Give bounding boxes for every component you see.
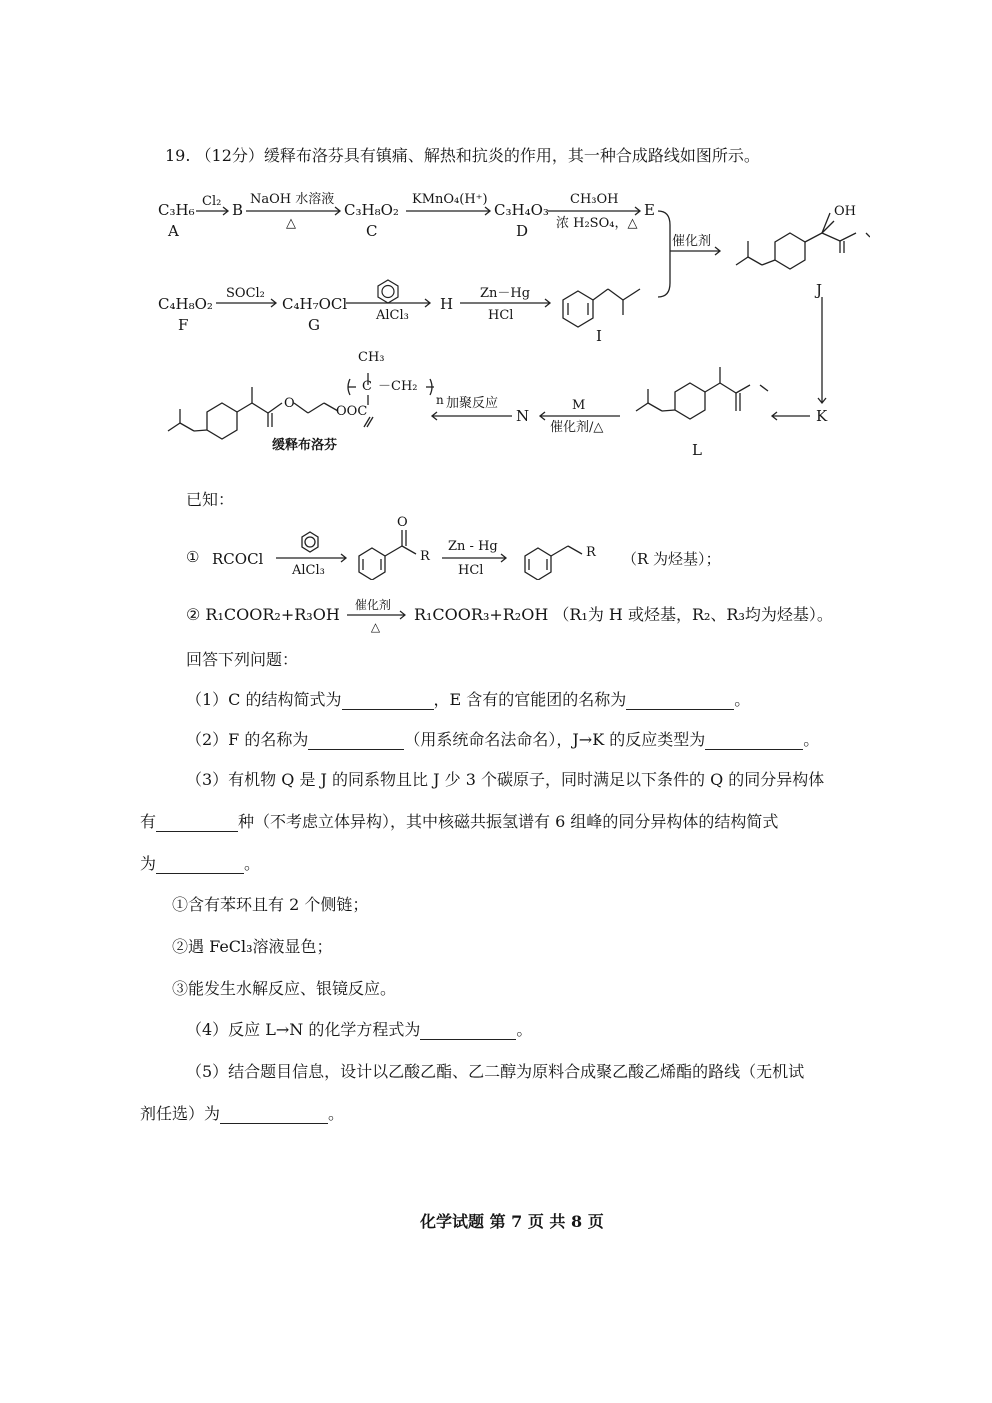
known-1-number: ① bbox=[186, 548, 200, 566]
compound-L-label: L bbox=[692, 441, 702, 459]
q3-text-2: 种（不考虑立体异构），其中核磁共振氢谱有 6 组峰的同分异构体的结构简式 bbox=[238, 812, 779, 831]
reagent-ch3oh: CH₃OH bbox=[570, 192, 619, 207]
product-ester-o: O bbox=[284, 396, 295, 411]
polymer-ch3-label: CH₃ bbox=[358, 350, 385, 365]
condition-1: ①含有苯环且有 2 个侧链； bbox=[172, 895, 369, 914]
polymer-c-label: C bbox=[362, 379, 372, 394]
q3-text-1: 有 bbox=[140, 812, 157, 831]
question-3-line-3 bbox=[140, 854, 260, 874]
known-2 bbox=[186, 598, 833, 634]
product-label: 缓释布洛芬 bbox=[272, 438, 338, 453]
compound-G-formula: C₄H₇OCl bbox=[282, 295, 348, 313]
q2-text-1: （2）F 的名称为 bbox=[186, 730, 309, 749]
compound-B-label: B bbox=[232, 201, 244, 219]
compound-N-label: N bbox=[516, 407, 530, 425]
answer-prompt: 回答下列问题： bbox=[186, 650, 299, 669]
reagent-alcl3: AlCl₃ bbox=[376, 308, 409, 323]
question-title: 19. （12分）缓释布洛芬具有镇痛、解热和抗炎的作用，其一种合成路线如图所示。 bbox=[165, 146, 760, 165]
compound-K-label: K bbox=[816, 407, 828, 425]
known-2-arrow bbox=[345, 598, 409, 634]
compound-D-formula: C₃H₄O₃ bbox=[494, 201, 549, 219]
compound-I-label: I bbox=[596, 327, 602, 345]
q2-text-3: 。 bbox=[803, 730, 820, 749]
compound-E-label: E bbox=[644, 201, 655, 219]
product-ester-ooc: OOC bbox=[336, 404, 368, 419]
q5-text-2: 。 bbox=[328, 1104, 345, 1123]
q1-blank-2[interactable] bbox=[626, 693, 734, 710]
q4-text-2: 。 bbox=[516, 1020, 533, 1039]
q3-text-3: 为 bbox=[140, 854, 157, 873]
compound-C-label: C bbox=[366, 222, 378, 240]
q3-text-4: 。 bbox=[244, 854, 261, 873]
q4-text-1: （4）反应 L→N 的化学方程式为 bbox=[186, 1020, 421, 1039]
structure-I-icon bbox=[563, 289, 640, 327]
benzene-reagent-icon bbox=[378, 280, 398, 303]
reagent-catalyst-2: 催化剂/△ bbox=[550, 420, 604, 435]
reagent-hcl: HCl bbox=[488, 308, 514, 323]
q2-text-2: （用系统命名法命名），J→K 的反应类型为 bbox=[404, 730, 706, 749]
known-1-reactant: RCOCl bbox=[212, 550, 264, 568]
structure-L-icon bbox=[636, 367, 768, 419]
q1-text-3: 。 bbox=[734, 690, 751, 709]
question-5-line-2 bbox=[140, 1104, 344, 1124]
reagent-h2so4: 浓 H₂SO₄，△ bbox=[556, 216, 638, 231]
known-title: 已知： bbox=[186, 490, 235, 509]
condition-3: ③能发生水解反应、银镜反应。 bbox=[172, 979, 397, 998]
reagent-zn-hg: Zn－Hg bbox=[480, 286, 531, 301]
scheme-arrows bbox=[150, 185, 870, 475]
q2-blank-2[interactable] bbox=[705, 733, 803, 750]
compound-A-formula: C₃H₆ bbox=[158, 201, 195, 219]
known-2-catalyst: 催化剂 bbox=[354, 598, 391, 612]
page-footer: 化学试题 第 7 页 共 8 页 bbox=[420, 1212, 604, 1231]
compound-H-label: H bbox=[440, 295, 454, 313]
known-1-r: R bbox=[420, 549, 430, 564]
compound-J-label: J bbox=[816, 281, 823, 299]
structure-J-icon bbox=[736, 213, 870, 269]
reagent-kmno4: KMnO₄(H⁺) bbox=[412, 192, 488, 207]
known-1-o: O bbox=[397, 515, 408, 530]
compound-G-label: G bbox=[308, 316, 320, 334]
q5-blank[interactable] bbox=[220, 1107, 328, 1124]
reagent-heat-1: △ bbox=[286, 216, 296, 231]
q3-blank-1[interactable] bbox=[156, 815, 238, 832]
reagent-naoh: NaOH 水溶液 bbox=[250, 192, 335, 207]
q5-text-1: 剂任选）为 bbox=[140, 1104, 221, 1123]
question-3-line-2 bbox=[140, 812, 778, 832]
q3-blank-2[interactable] bbox=[156, 857, 244, 874]
question-3-line-1: （3）有机物 Q 是 J 的同系物且比 J 少 3 个碳原子，同时满足以下条件的 Q 的同分异构体 bbox=[186, 770, 825, 789]
reagent-cl2: Cl₂ bbox=[202, 194, 222, 209]
reagent-addition-polymerization: 加聚反应 bbox=[446, 396, 499, 411]
known-1-r2: R bbox=[586, 545, 596, 560]
compound-A-label: A bbox=[168, 222, 179, 240]
known-1-note: （R 为烃基）； bbox=[622, 550, 721, 568]
q1-text-2: ，E 含有的官能团的名称为 bbox=[433, 690, 627, 709]
known-1-alcl3: AlCl₃ bbox=[292, 563, 325, 578]
reagent-M: M bbox=[572, 398, 586, 413]
reagent-socl2: SOCl₂ bbox=[226, 286, 265, 301]
known-1-zn-hg: Zn - Hg bbox=[448, 539, 498, 554]
polymer-n-label: n bbox=[436, 393, 444, 407]
condition-2: ②遇 FeCl₃溶液显色； bbox=[172, 937, 333, 956]
known-1-scheme bbox=[186, 520, 836, 580]
J-oh-label: OH bbox=[834, 204, 856, 219]
compound-D-label: D bbox=[516, 222, 529, 240]
known-2-left: ② R₁COOR₂+R₃OH bbox=[186, 605, 340, 624]
compound-F-formula: C₄H₈O₂ bbox=[158, 295, 213, 313]
compound-C-formula: C₃H₈O₂ bbox=[344, 201, 399, 219]
question-5-line-1: （5）结合题目信息，设计以乙酸乙酯、乙二醇为原料合成聚乙酸乙烯酯的路线（无机试 bbox=[186, 1062, 805, 1081]
synthesis-scheme bbox=[150, 185, 870, 475]
polymer-chain-label: －CH₂ bbox=[378, 379, 418, 394]
known-1-hcl: HCl bbox=[458, 563, 484, 578]
known-2-right: R₁COOR₃+R₂OH （R₁为 H 或烃基，R₂、R₃均为烃基）。 bbox=[413, 605, 833, 624]
known-2-heat: △ bbox=[370, 620, 381, 634]
reagent-catalyst-1: 催化剂 bbox=[672, 234, 712, 249]
q2-blank-1[interactable] bbox=[308, 733, 404, 750]
question-2 bbox=[186, 730, 819, 750]
question-4 bbox=[186, 1020, 532, 1040]
q4-blank[interactable] bbox=[420, 1023, 516, 1040]
q1-blank-1[interactable] bbox=[342, 693, 434, 710]
q1-text-1: （1）C 的结构简式为 bbox=[186, 690, 342, 709]
known-1 bbox=[186, 515, 836, 580]
compound-F-label: F bbox=[178, 316, 189, 334]
question-1 bbox=[186, 690, 750, 710]
